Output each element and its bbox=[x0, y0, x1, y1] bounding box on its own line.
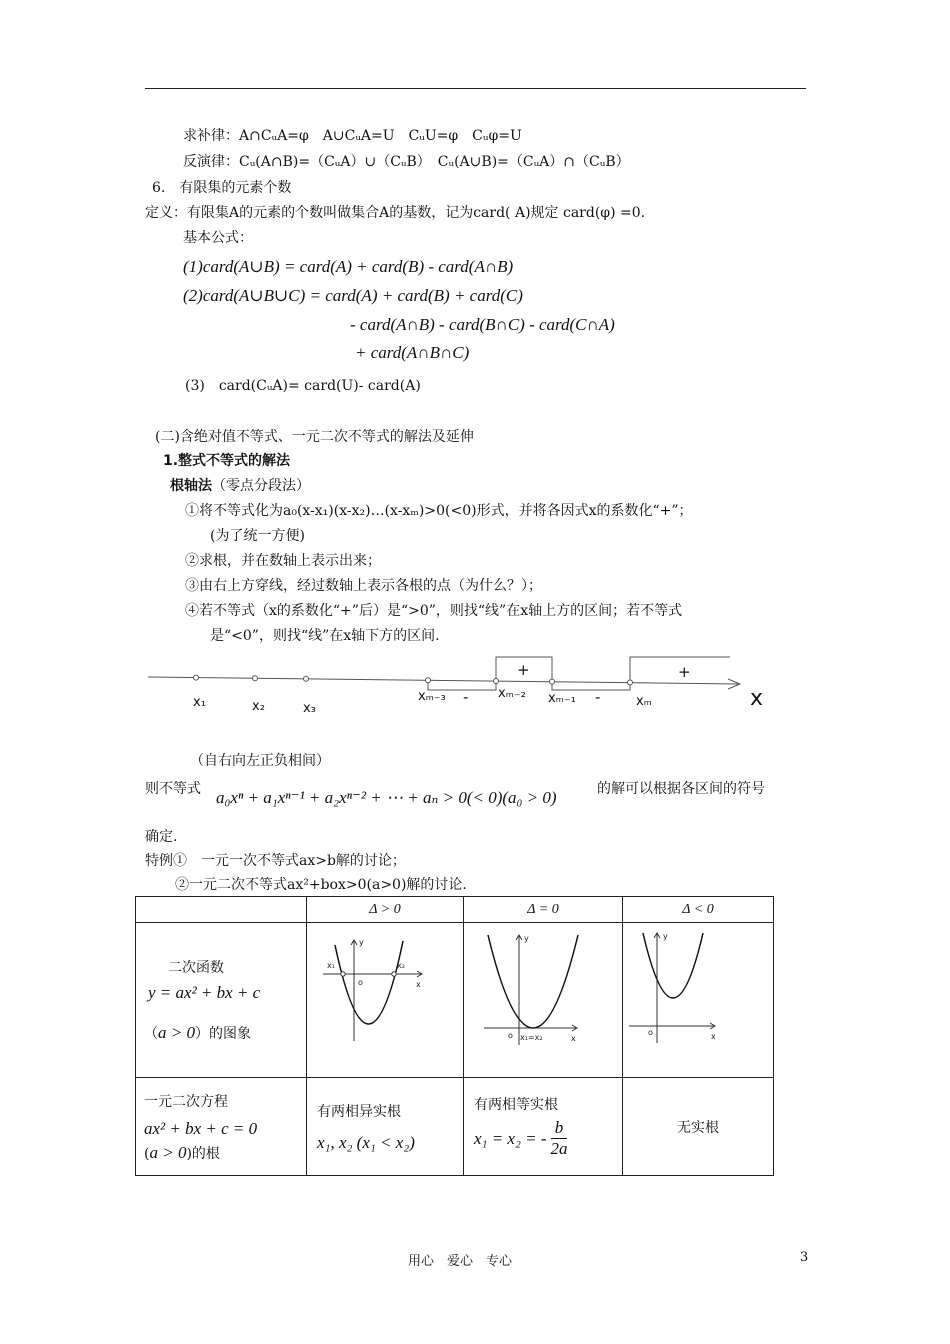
root-point-5 bbox=[494, 679, 499, 684]
step-3: ③由右上方穿线，经过数轴上表示各根的点（为什么？）； bbox=[185, 578, 542, 594]
root-zero-formula: x₁ = x₂ = - bbox=[474, 1128, 547, 1148]
row2-suffix: 的根 bbox=[191, 1145, 220, 1162]
root-x2-point bbox=[392, 972, 396, 976]
graph-cell-delta-neg bbox=[623, 923, 774, 1078]
row-roots-label-cell bbox=[136, 1078, 307, 1176]
x2-label: x₂ bbox=[397, 961, 405, 970]
finite-set-heading: 6. 有限集的元素个数 bbox=[152, 180, 292, 196]
fraction-denominator: 2a bbox=[550, 1139, 568, 1158]
parabola bbox=[488, 935, 578, 1028]
y-label: y bbox=[524, 934, 529, 943]
row1-suffix: 的图象 bbox=[208, 1026, 251, 1042]
sign-label-2: + bbox=[517, 661, 530, 679]
root-x1-point bbox=[341, 972, 345, 976]
step-1a: ①将不等式化为a₀(x-x₁)(x-x₂)…(x-xₘ)>0(<0)形式，并将各因式x的系数化“+”； bbox=[185, 503, 693, 519]
root-axis-diagram bbox=[140, 650, 780, 730]
root-label-1: x₁ bbox=[193, 695, 206, 710]
origin-label: o bbox=[648, 1028, 653, 1037]
card-formula-2a: (2)card(A∪B∪C) = card(A) + card(B) + card(C) bbox=[183, 286, 523, 305]
header-delta-neg: Δ < 0 bbox=[623, 897, 774, 923]
graph-no-roots bbox=[623, 923, 773, 1073]
root-label-7: xₘ bbox=[636, 694, 652, 709]
row1-formula: y = ax² + bx + c bbox=[148, 983, 261, 1002]
root-zero-fraction bbox=[551, 1118, 568, 1159]
quadratic-table bbox=[135, 896, 774, 1176]
step-4b: 是“<0”，则找“线”在x轴下方的区间. bbox=[210, 628, 440, 644]
row2-label: 一元二次方程 bbox=[144, 1093, 228, 1110]
card-formula-2b: - card(A∩B) - card(B∩C) - card(C∩A) bbox=[350, 315, 615, 334]
root-zero-expression bbox=[474, 1118, 622, 1159]
axis-label-x: x bbox=[750, 686, 764, 711]
card-definition: 定义：有限集A的元素的个数叫做集合A的基数，记为card( A)规定 card(φ) =0. bbox=[145, 205, 646, 221]
sign-label-3: - bbox=[595, 688, 601, 706]
x-label: x bbox=[416, 980, 421, 989]
root-pos-formula: x₁, x₂ (x₁ < x₂) bbox=[317, 1132, 415, 1152]
formulas-label: 基本公式： bbox=[183, 230, 253, 246]
sign-label-1: - bbox=[463, 688, 469, 706]
root-point-2 bbox=[253, 676, 258, 681]
root-label-5: xₘ₋₂ bbox=[498, 686, 526, 701]
general-suffix: 的解可以根据各区间的符号 bbox=[597, 781, 765, 797]
section2-heading: (二)含绝对值不等式、一元二次不等式的解法及延伸 bbox=[155, 429, 474, 445]
row2-cond: a > 0 bbox=[149, 1142, 187, 1162]
parabola bbox=[335, 941, 403, 1024]
table-header-row bbox=[136, 897, 774, 923]
card-formula-2c: + card(A∩B∩C) bbox=[355, 343, 470, 362]
parabola bbox=[643, 933, 703, 998]
roots-cell-delta-zero bbox=[464, 1078, 623, 1176]
header-delta-zero: Δ = 0 bbox=[464, 897, 623, 923]
x-label: x bbox=[711, 1032, 716, 1041]
row1-cond-line: （a > 0）的图象 bbox=[144, 1023, 251, 1042]
special-case-1: 特例① 一元一次不等式ax>b解的讨论； bbox=[145, 853, 406, 869]
table-graph-row bbox=[136, 923, 774, 1078]
x1-label: x₁ bbox=[327, 961, 335, 970]
table-roots-row bbox=[136, 1078, 774, 1176]
complement-law: 求补律：A∩CᵤA=φ A∪CᵤA=U CᵤU=φ Cᵤφ=U bbox=[183, 128, 522, 144]
root-label-3: x₃ bbox=[303, 701, 316, 716]
y-label: y bbox=[663, 932, 668, 941]
origin-label: o bbox=[508, 1031, 513, 1040]
root-label-6: xₘ₋₁ bbox=[548, 691, 576, 706]
number-axis bbox=[148, 677, 738, 684]
section2-sub1: 1.整式不等式的解法 bbox=[163, 453, 291, 469]
step-4a: ④若不等式（x的系数化“+”后）是“>0”，则找“线”在x轴上方的区间；若不等式 bbox=[185, 603, 683, 619]
sign-label-4: + bbox=[678, 663, 691, 681]
y-label: y bbox=[359, 938, 364, 947]
roots-cell-delta-pos bbox=[307, 1078, 464, 1176]
demorgan-law: 反演律：Cᵤ(A∩B)=（CᵤA）∪（CᵤB） Cᵤ(A∪B)=（CᵤA）∩（CᵤB） bbox=[183, 154, 630, 170]
method-name: 根轴法 bbox=[170, 478, 212, 494]
graph-cell-delta-zero bbox=[464, 923, 623, 1078]
header-empty-cell bbox=[136, 897, 307, 923]
method-line bbox=[170, 477, 310, 495]
page-number: 3 bbox=[800, 1250, 809, 1265]
origin-label: o bbox=[358, 978, 363, 987]
header-rule bbox=[145, 88, 806, 89]
root-point-1 bbox=[194, 675, 199, 680]
x1-eq-x2-label: x₁=x₂ bbox=[520, 1033, 543, 1042]
step-2: ②求根，并在数轴上表示出来； bbox=[185, 553, 381, 569]
footer-slogan: 用心 爱心 专心 bbox=[408, 1254, 513, 1269]
step-1b: (为了统一方便) bbox=[210, 528, 305, 544]
root-point-3 bbox=[304, 676, 309, 681]
method-note: （零点分段法） bbox=[212, 478, 310, 494]
graph-cell-delta-pos bbox=[307, 923, 464, 1078]
general-prefix: 则不等式 bbox=[145, 781, 201, 797]
general-line2: 确定. bbox=[145, 829, 178, 845]
x-label: x bbox=[571, 1034, 576, 1043]
root-point-6 bbox=[550, 679, 555, 684]
graph-double-root bbox=[464, 923, 622, 1073]
roots-cell-delta-neg: 无实根 bbox=[623, 1078, 774, 1176]
card-formula-3: (3) card(CᵤA)= card(U)- card(A) bbox=[185, 378, 421, 394]
row1-cond: a > 0 bbox=[158, 1023, 195, 1042]
row2-cond-line: (a > 0)的根 bbox=[144, 1142, 220, 1162]
card-formula-1: (1)card(A∪B) = card(A) + card(B) - card(A∩B) bbox=[183, 257, 514, 276]
general-formula: a₀xⁿ + a₁xⁿ⁻¹ + a₂xⁿ⁻² + ⋯ + aₙ > 0(< 0)(a₀ > 0) bbox=[216, 788, 557, 807]
header-delta-pos: Δ > 0 bbox=[307, 897, 464, 923]
root-zero-title: 有两相等实根 bbox=[474, 1097, 558, 1113]
row1-label: 二次函数 bbox=[168, 960, 224, 976]
root-point-4 bbox=[426, 678, 431, 683]
graph-two-roots bbox=[307, 923, 463, 1073]
row2-formula: ax² + bx + c = 0 bbox=[144, 1118, 258, 1138]
axis-caption: （自右向左正负相间） bbox=[190, 753, 330, 769]
root-label-4: xₘ₋₃ bbox=[418, 689, 446, 704]
root-label-2: x₂ bbox=[252, 699, 265, 714]
root-point-7 bbox=[628, 680, 633, 685]
root-pos-title: 有两相异实根 bbox=[317, 1103, 401, 1120]
fraction-numerator: b bbox=[551, 1118, 568, 1139]
row-graph-label-cell bbox=[136, 923, 307, 1078]
special-case-2: ②一元二次不等式ax²+box>0(a>0)解的讨论. bbox=[175, 877, 467, 893]
